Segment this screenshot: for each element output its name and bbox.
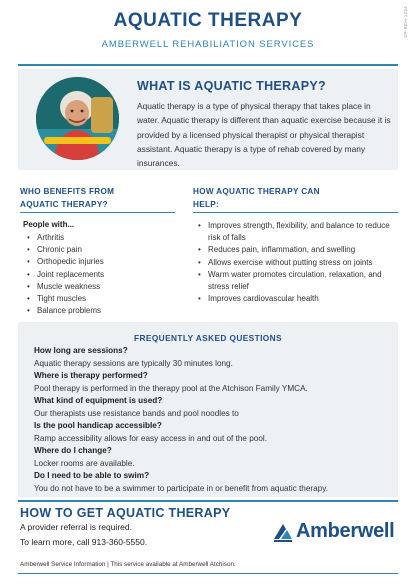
page-subtitle: AMBERWELL REHABILIATION SERVICES [101, 39, 315, 50]
contact-phone: To learn more, call 913-360-5550. [20, 537, 148, 547]
how-help-divider [193, 212, 398, 213]
patient-photo [36, 77, 119, 160]
list-item: • Improves cardiovascular health [195, 293, 395, 305]
intro-text: Aquatic therapy is a type of physical therapy that takes place in water. Aquatic therapy is different than aquatic exercise because it is provided by a licensed physical therapist or physical therapist assistant. Aquatic therapy is a type of rehab covered by many insurances. [137, 101, 391, 169]
list-item: • Arthritis [24, 232, 174, 244]
faq-question: Where do I change? [34, 446, 112, 455]
intro-panel [18, 69, 398, 170]
footer-text: Amberwell Service Information | This service available at Amberwell Atchison. [20, 561, 236, 568]
faq-answer: You do not have to be a swimmer to participate in or benefit from aquatic therapy. [34, 483, 329, 493]
faq-answer: Ramp accessibility allows for easy access in and out of the pool. [34, 433, 268, 443]
page-title: AQUATIC THERAPY [113, 10, 303, 31]
list-item: • Chronic pain [24, 244, 174, 256]
who-benefits-divider [20, 212, 175, 213]
how-help-heading: HOW AQUATIC THERAPY CAN HELP: [193, 187, 320, 209]
faq-answer: Our therapists use resistance bands and pool noodles to [34, 408, 239, 418]
list-item: • Orthopedic injuries [24, 256, 174, 268]
list-item: • Tight muscles [24, 293, 174, 305]
who-benefits-lead: People with... [23, 220, 75, 229]
list-item: • Warm water promotes circulation, relaxation, and stress relief [195, 269, 395, 293]
logo-wordmark: Amberwell [296, 520, 395, 542]
list-item: • Muscle weakness [24, 281, 174, 293]
amberwell-logo-icon [272, 521, 294, 543]
amberwell-logo [272, 519, 398, 547]
faq-answer: Locker rooms are available. [34, 458, 135, 468]
referral-note: A provider referral is required. [20, 522, 132, 532]
list-item: • Improves strength, flexibility, and balance to reduce risk of falls [195, 220, 395, 244]
how-help-list [195, 220, 395, 305]
list-item: • Balance problems [24, 305, 174, 317]
document-code: SP-REH-1234 [403, 6, 408, 38]
list-item: • Allows exercise without putting stress on joints [195, 257, 395, 269]
faq-question: Do I need to be able to swim? [34, 471, 150, 480]
faq-question: What kind of equipment is used? [34, 396, 163, 405]
faq-answer: Aquatic therapy sessions are typically 30 minutes long. [34, 358, 233, 368]
list-item: • Joint replacements [24, 269, 174, 281]
intro-heading: WHAT IS AQUATIC THERAPY? [137, 79, 326, 93]
faq-heading: FREQUENTLY ASKED QUESTIONS [134, 333, 282, 343]
footer-divider [18, 573, 398, 574]
how-to-get-heading: HOW TO GET AQUATIC THERAPY [20, 506, 231, 520]
faq-question: Where is therapy performed? [34, 371, 148, 380]
who-benefits-list [24, 232, 174, 317]
section-divider [18, 500, 398, 502]
faq-question: How long are sessions? [34, 346, 128, 355]
faq-list [34, 345, 394, 495]
faq-answer: Pool therapy is performed in the therapy pool at the Atchison Family YMCA. [34, 383, 308, 393]
faq-question: Is the pool handicap accessible? [34, 421, 162, 430]
list-item: • Reduces pain, inflammation, and swelling [195, 244, 395, 256]
header-divider [18, 64, 398, 66]
who-benefits-heading: WHO BENEFITS FROM AQUATIC THERAPY? [20, 187, 115, 209]
faq-panel [18, 322, 398, 497]
